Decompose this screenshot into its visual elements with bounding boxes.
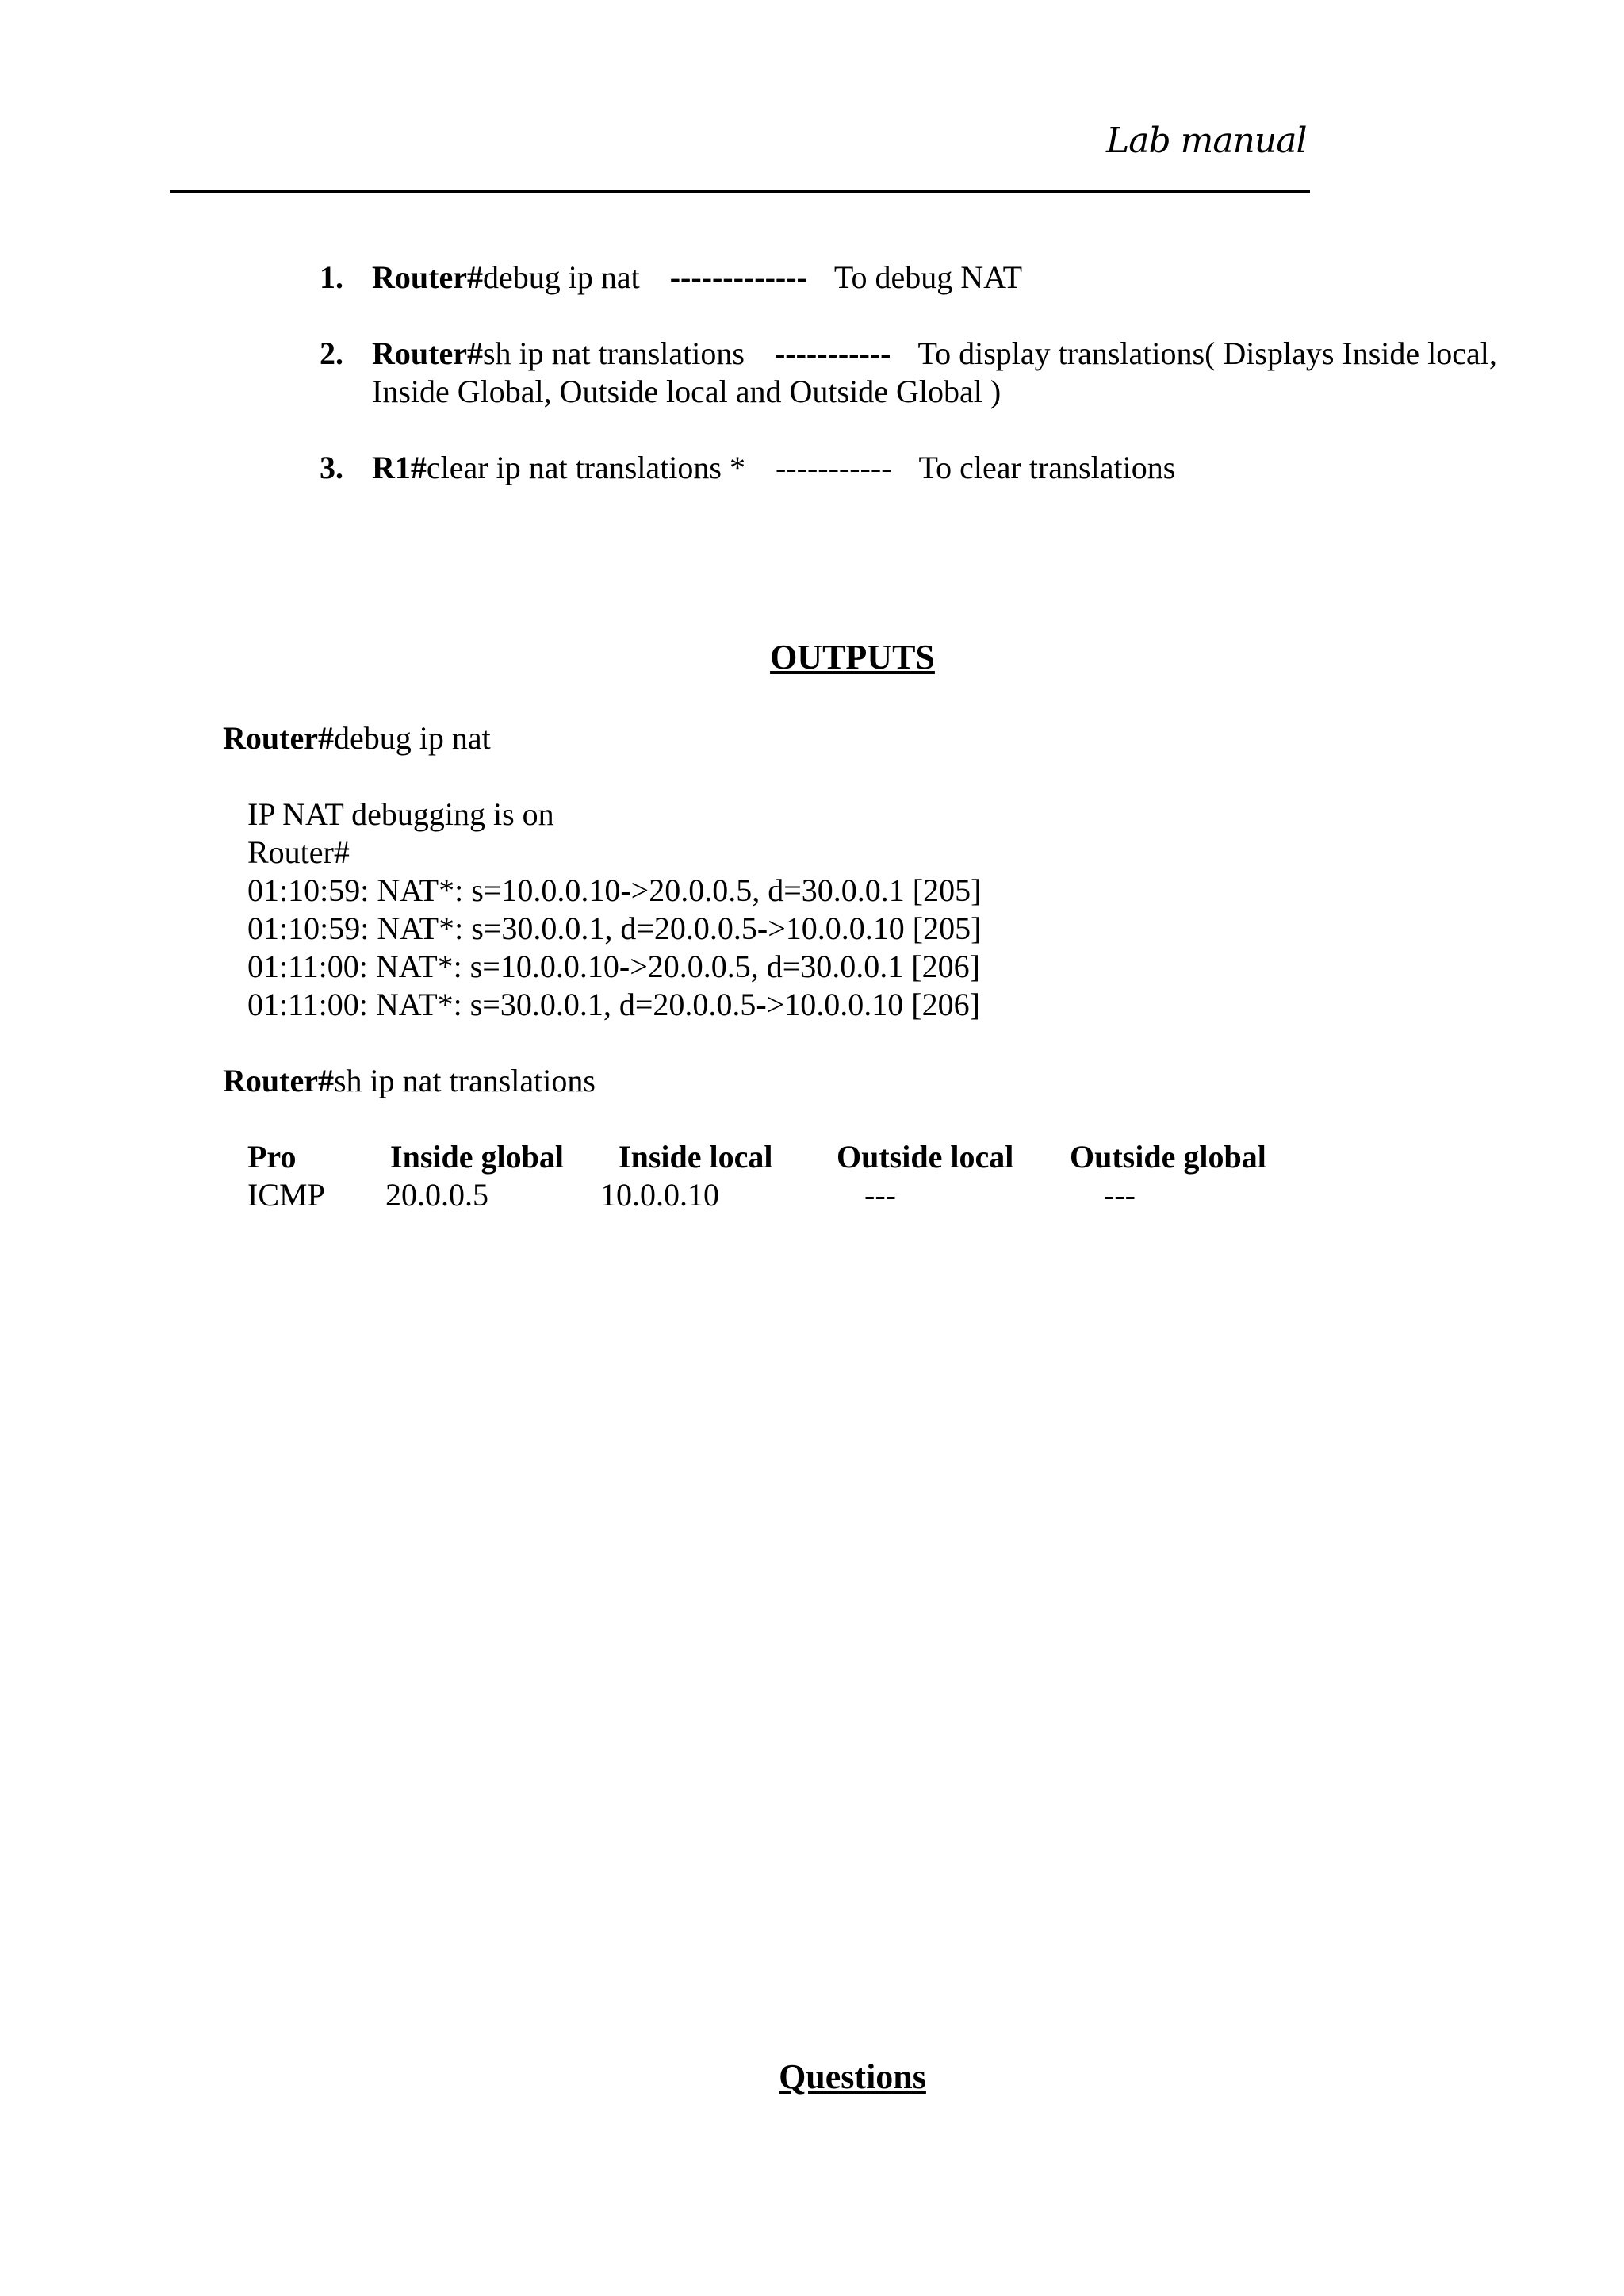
translations-command: sh ip nat translations (333, 1063, 596, 1098)
command-description: To display translations( Displays Inside local, Inside Global, Outside local and Outside Global ) (372, 335, 1497, 409)
column-header: Inside global (390, 1139, 564, 1175)
command-prompt: Router# (372, 335, 483, 371)
column-header: Outside global (1070, 1139, 1266, 1175)
table-cell: --- (1104, 1177, 1136, 1213)
table-cell: 20.0.0.5 (385, 1177, 488, 1213)
debug-command-line (223, 719, 491, 757)
column-header: Outside local (837, 1139, 1014, 1175)
table-cell: ICMP (247, 1177, 325, 1213)
debug-output-line: 01:11:00: NAT*: s=30.0.0.1, d=20.0.0.5->10.0.0.10 [206] (247, 987, 980, 1022)
debug-output-line: 01:11:00: NAT*: s=10.0.0.10->20.0.0.5, d=30.0.0.1 [206] (247, 949, 980, 984)
translations-command-line (223, 1062, 596, 1100)
command-item-1 (320, 259, 1509, 297)
header-divider (170, 190, 1310, 193)
command-separator: ----------- (775, 450, 892, 485)
debug-output-line: Router# (247, 834, 350, 870)
debug-prompt: Router# (223, 720, 334, 756)
command-number: 3. (320, 450, 343, 485)
command-text: clear ip nat translations * (426, 450, 745, 485)
debug-output-line: IP NAT debugging is on (247, 796, 554, 832)
debug-output-line: 01:10:59: NAT*: s=30.0.0.1, d=20.0.0.5->10.0.0.10 [205] (247, 910, 982, 946)
command-separator: ------------- (669, 259, 807, 295)
command-prompt: R1# (372, 450, 427, 485)
table-row (0, 1176, 1624, 1214)
command-prompt: Router# (372, 259, 483, 295)
command-description: To debug NAT (833, 259, 1023, 295)
command-number: 2. (320, 335, 343, 371)
column-header: Inside local (619, 1139, 773, 1175)
command-number: 1. (320, 259, 343, 295)
command-item-3 (320, 449, 1509, 487)
header-title: Lab manual (1106, 121, 1307, 161)
table-cell: --- (864, 1177, 896, 1213)
outputs-heading: OUTPUTS (770, 638, 935, 677)
questions-heading: Questions (779, 2057, 926, 2096)
translations-prompt: Router# (223, 1063, 334, 1098)
command-text: debug ip nat (482, 259, 640, 295)
command-separator: ----------- (774, 335, 891, 371)
translations-table-header (0, 1138, 1624, 1176)
command-item-2 (320, 335, 1509, 411)
command-text: sh ip nat translations (482, 335, 745, 371)
table-cell: 10.0.0.10 (600, 1177, 719, 1213)
debug-output-line: 01:10:59: NAT*: s=10.0.0.10->20.0.0.5, d=30.0.0.1 [205] (247, 872, 982, 908)
column-header: Pro (247, 1139, 297, 1175)
debug-command: debug ip nat (333, 720, 491, 756)
command-description: To clear translations (918, 450, 1176, 485)
